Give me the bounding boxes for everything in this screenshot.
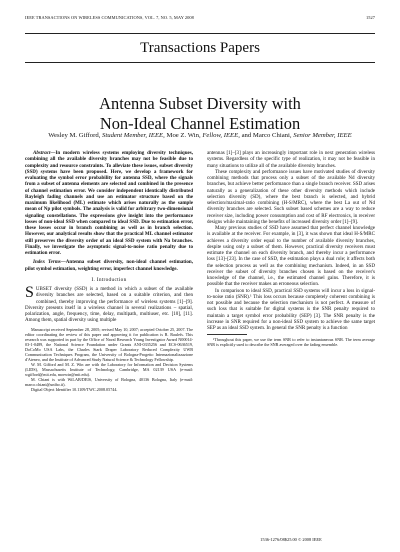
right-paragraph-3: Many previous studies of SSD have assumed that perfect channel knowledge is available at the receiver. For example, in [3], it was shown that ideal H-S/MRC achieves a diversity order equal to the number of available diversity branches, despite using only a subset of them. However, practical diversity receivers must estimate the channel on each diversity branch, and thereby incur a performance loss [13]–[23]. In the case of SSD, the estimation plays a dual role; it affects both the selection process as well as the combining mechanism. Indeed, in an SSD receiver the subset of diversity branches chosen is based on the receiver's knowledge of the channel, i.e., the estimated channel gains. Therefore, it is possible that the receiver makes an erroneous selection.: [207, 225, 375, 288]
affiliation-2: M. Chiani is with WiLAB/DEIS, University of Bologna, 40136 Bologna, Italy (e-mail: marco.chiani@unibo.it).: [25, 376, 193, 388]
top-rule: [25, 33, 375, 34]
drop-cap: S: [25, 284, 34, 301]
intro-text: UBSET diversity (SSD) is a method in which a subset of the available diversity branches are selected, based on a suitable criterion, and then combined, thereby improving the performance of wireless systems [1]–[9]. Diversity presents itself in a wireless channel in several realizations – spatial, polarization, angle, frequency, time, delay, multipath, multiuser, etc. [10], [11]. Among them, spatial diversity using multiple: [25, 286, 193, 324]
left-column: [25, 150, 193, 392]
footnote-rule: [207, 334, 247, 335]
index-terms-label: Index Terms—: [33, 259, 66, 266]
running-head: [25, 15, 375, 23]
author-3-role: Senior Member, IEEE: [293, 132, 352, 139]
paper-title: [25, 94, 375, 134]
paper-title-line-1: Antenna Subset Diversity with: [99, 94, 301, 113]
author-2-role: Fellow, IEEE,: [202, 132, 240, 139]
intro-paragraph: [25, 286, 193, 324]
intro-heading: I. Introduction: [91, 276, 127, 283]
abstract-label: Abstract—: [33, 150, 56, 156]
bottom-rule: [25, 62, 375, 63]
right-paragraph-4: In comparison to ideal SSD, practical SSD systems will incur a loss in signal-to-noise ratio (SNR).¹ This loss occurs because completely coherent combining is not possible and because the selection mechanism is not perfect. A measure of such loss that is suitable for digital systems is the SNR penalty required to maintain a target symbol error probability (SEP) [3]. The SNR penalty is the increase in SNR required for a non-ideal SSD system to achieve the same target SEP as an ideal SSD system. In general the SNR penalty is a function: [207, 287, 375, 331]
page-number: 1527: [366, 15, 375, 20]
manuscript-info: Manuscript received September 28, 2005; revised May 10, 2007; accepted October 25, 2007. The editor coordinating the review of this paper and approving it for publication is R. Raulefs. This research was supported in part by the Office of Naval Research Young Investigator Award N00014-03-1-0489, the National Science Foundation under Grants ANI-0335256 and ECS-0636519, DoCoMo USA Labs, the Charles Stark Draper Laboratory Reduced Complexity UWB Communication Techniques Program, the University of Bologna-Progetto Internazionalizzazione d'Ateneo, and the Institute of Advanced Study Natural Science & Technology Fellowship.: [25, 326, 193, 362]
right-paragraph-1: antennas [1]–[3] plays an increasingly important role in next generation wireless systems. Regardless of the specific type of realization, it may not be feasible in many situations to utilize all of the available diversity branches.: [207, 150, 375, 169]
paper-title-line-2: Non-Ideal Channel Estimation: [99, 114, 301, 133]
author-2: Moe Z. Win,: [166, 132, 201, 139]
abstract: [25, 150, 193, 256]
right-paragraph-2: These complexity and performance issues have motivated studies of diversity combining methods that process only a subset of the available Nd diversity branches, but achieve better performance than a single branch receiver. SSD arises naturally as a generalization of these other diversity methods which include selection diversity (SD), where the best branch is selected, and hybrid selection/maximal-ratio combining (H-S/MRC), where the best La out of Nd diversity branches are selected. Such subset based schemes are a way to reduce receiver size, including power consumption and cost of RF electronics, in receiver designs while maintaining the benefits of increased diversity order [1]–[9].: [207, 168, 375, 225]
author-3: and Marco Chiani,: [241, 132, 292, 139]
right-column: [207, 150, 375, 347]
snr-footnote: ¹Throughout this paper, we use the term SNR to refer to instantaneous SNR. The term average SNR is explicitly used to describe the SNR averaged over the fading ensemble.: [207, 337, 375, 348]
affiliation-1: W. M. Gifford and M. Z. Win are with the Laboratory for Information and Decision Systems (LIDS), Massachusetts Institute of Technology, Cambridge, MA 02139 USA (e-mail: wgifford@mit.edu, moewin@mit.edu).: [25, 361, 193, 377]
author-1: Wesley M. Gifford,: [48, 132, 101, 139]
issn-copyright: 1536-1276/08$25.00 © 2008 IEEE: [260, 537, 322, 542]
author-1-role: Student Member, IEEE,: [102, 132, 165, 139]
abstract-text: In modern wireless systems employing diversity techniques, combining all the available diversity branches may not be feasible due to complexity and resource constraints. To alleviate these issues, subset diversity (SSD) systems have been proposed. Here, we develop a framework for evaluating the symbol error probability for antenna SSD, where the signals from a subset of antenna elements are selected and combined in the presence of channel estimation error. We consider independent identically distributed Rayleigh fading channels and use an estimator structure based on the maximum likelihood (ML) estimate which arises naturally as the sample mean of Np pilot symbols. The analysis is valid for arbitrary two-dimensional signaling constellations. The expressions give insight into the performance losses of non-ideal SSD when compared to ideal SSD. Due to estimation error, these losses occur in branch combining as well as in branch selection. However, our analytical results show that the practical ML channel estimator still preserves the diversity order of an ideal SSD system with Na branches. Finally, we investigate the asymptotic signal-to-noise ratio penalty due to estimation error.: [25, 150, 193, 256]
doi: Digital Object Identifier 10.1109/TWC.2008.05744.: [31, 387, 118, 393]
section-title: Transactions Papers: [140, 40, 260, 56]
author-list: [25, 132, 375, 139]
journal-header: IEEE TRANSACTIONS ON WIRELESS COMMUNICATIONS, VOL. 7, NO. 5, MAY 2008: [25, 15, 194, 20]
index-terms: [25, 259, 193, 272]
index-terms-text: Antenna subset diversity, non-ideal channel estimation, pilot symbol estimation, weighting error, imperfect channel knowledge.: [25, 259, 193, 272]
manuscript-footnote: [25, 327, 193, 393]
